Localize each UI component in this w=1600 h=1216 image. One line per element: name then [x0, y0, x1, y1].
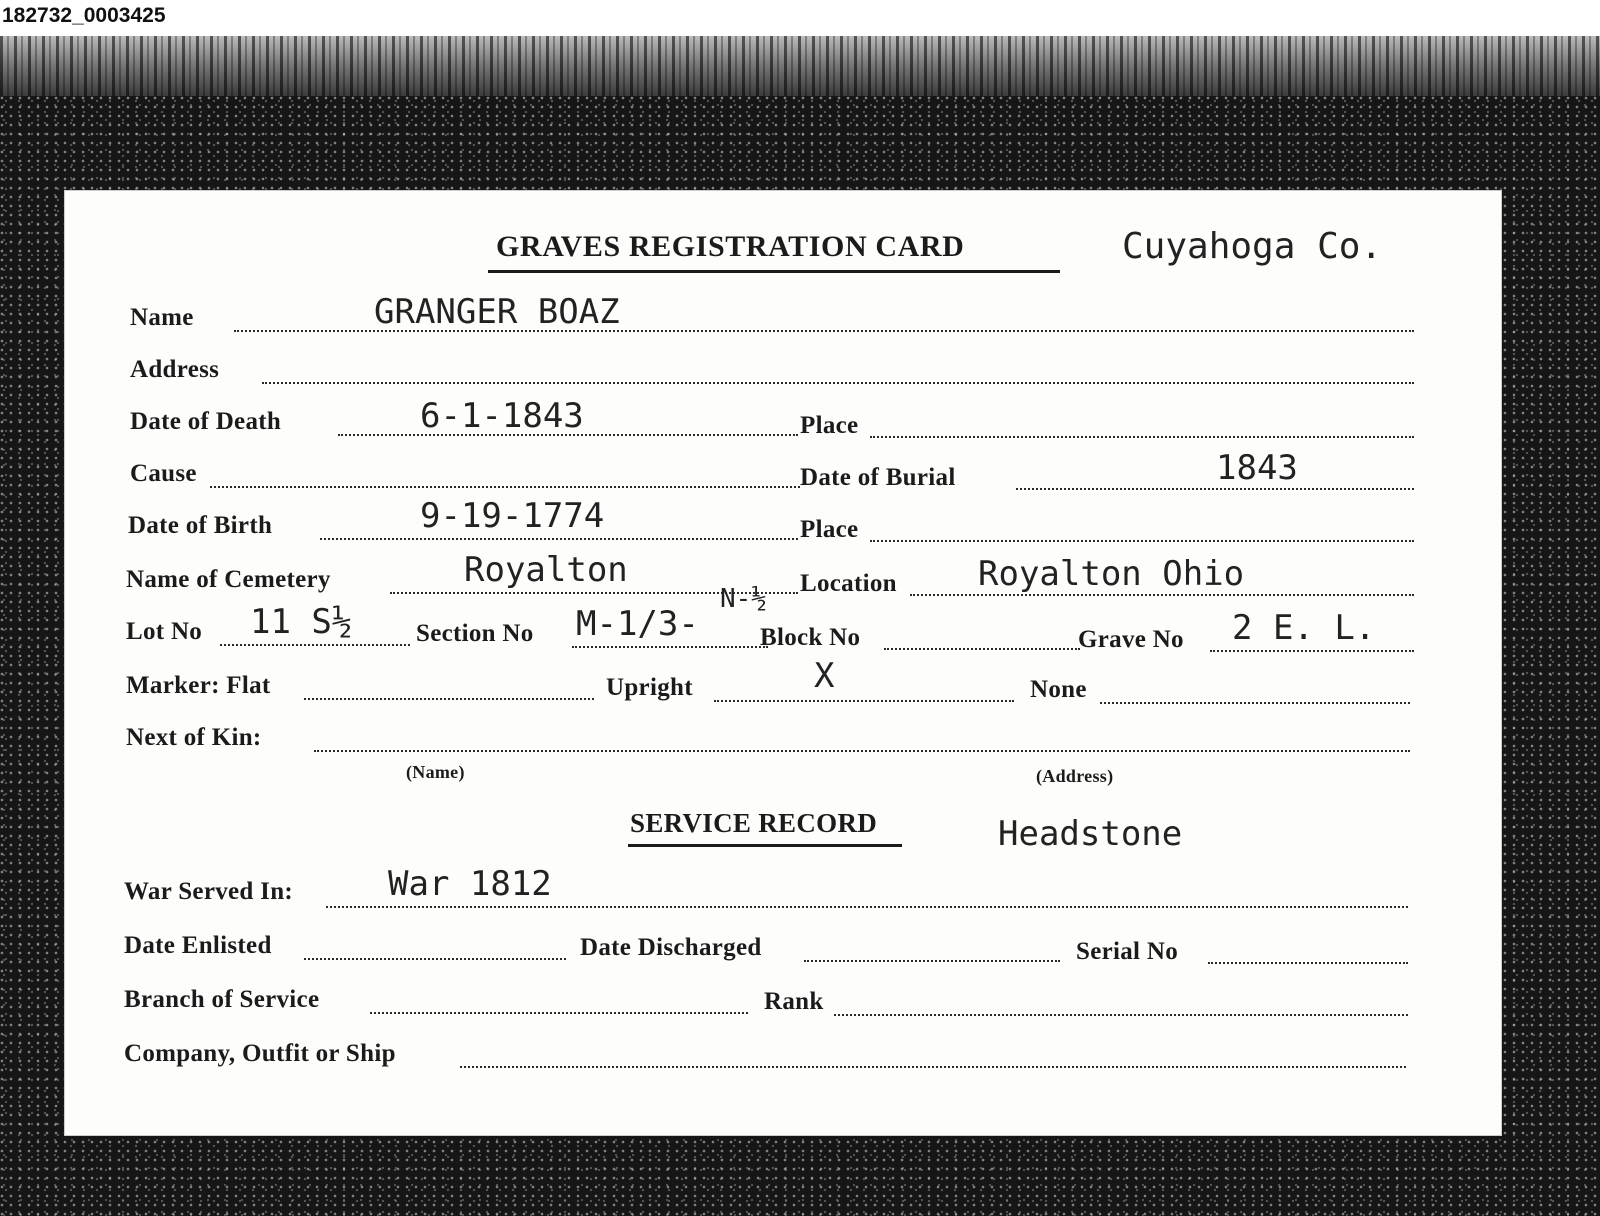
next-of-kin-label: Next of Kin:: [126, 724, 262, 751]
grave-no-line: [1210, 650, 1414, 652]
cause-label: Cause: [130, 460, 197, 487]
date-of-burial-label: Date of Burial: [800, 464, 956, 491]
next-of-kin-address-caption: (Address): [1036, 766, 1114, 786]
lot-no-value: 11 S½: [250, 602, 353, 642]
date-of-death-value: 6-1-1843: [420, 396, 584, 436]
date-of-death-label: Date of Death: [130, 408, 282, 435]
none-label: None: [1030, 676, 1087, 703]
lot-no-line: [220, 644, 410, 646]
war-served-label: War Served In:: [124, 878, 294, 905]
none-line: [1100, 702, 1410, 704]
lot-no-label: Lot No: [126, 618, 203, 645]
location-label: Location: [800, 570, 897, 597]
rank-line: [834, 1014, 1408, 1016]
block-no-line: [884, 648, 1080, 650]
death-place-label: Place: [800, 412, 859, 439]
upright-label: Upright: [606, 674, 693, 701]
rank-label: Rank: [764, 988, 824, 1015]
cause-line: [210, 486, 800, 488]
section-no-line: [572, 646, 768, 648]
grave-no-value: 2 E. L.: [1232, 608, 1376, 648]
company-line: [460, 1066, 1406, 1068]
grave-no-label: Grave No: [1078, 626, 1184, 653]
date-discharged-label: Date Discharged: [580, 934, 762, 961]
date-of-birth-value: 9-19-1774: [420, 496, 605, 536]
serial-no-label: Serial No: [1076, 938, 1178, 965]
cemetery-value: Royalton: [464, 550, 628, 590]
war-served-value: War 1812: [388, 864, 552, 904]
date-of-burial-line: [1016, 488, 1414, 490]
name-value: GRANGER BOAZ: [374, 292, 620, 332]
company-label: Company, Outfit or Ship: [124, 1040, 396, 1067]
address-label: Address: [130, 356, 220, 383]
date-enlisted-label: Date Enlisted: [124, 932, 272, 959]
serial-no-line: [1208, 962, 1408, 964]
birth-place-label: Place: [800, 516, 859, 543]
date-of-burial-value: 1843: [1216, 448, 1298, 488]
upright-mark: X: [814, 656, 835, 696]
location-line: [910, 594, 1414, 596]
service-note: Headstone: [998, 814, 1183, 854]
death-place-line: [870, 436, 1414, 438]
name-label: Name: [130, 304, 194, 331]
location-value: Royalton Ohio: [978, 554, 1245, 594]
service-record-underline: [628, 844, 902, 847]
branch-line: [370, 1012, 748, 1014]
block-no-label: Block No: [760, 624, 861, 651]
marker-flat-line: [304, 698, 594, 700]
scan-noise-strip: [0, 36, 1600, 100]
address-line: [262, 382, 1414, 384]
next-of-kin-name-caption: (Name): [406, 762, 465, 782]
birth-place-line: [870, 540, 1414, 542]
cemetery-label: Name of Cemetery: [126, 566, 331, 593]
title-underline: [488, 270, 1060, 273]
date-of-birth-line: [320, 538, 798, 540]
branch-label: Branch of Service: [124, 986, 320, 1013]
section-no-label: Section No: [416, 620, 534, 647]
next-of-kin-line: [314, 750, 1410, 752]
county: Cuyahoga Co.: [1122, 226, 1383, 267]
service-record-heading: SERVICE RECORD: [630, 808, 878, 838]
section-no-superscript: N-½: [720, 584, 767, 614]
section-no-value: M-1/3-: [576, 604, 699, 644]
upright-line: [714, 700, 1014, 702]
date-of-birth-label: Date of Birth: [128, 512, 273, 539]
graves-registration-card: [64, 190, 1502, 1136]
marker-flat-label: Marker: Flat: [126, 672, 271, 699]
date-discharged-line: [804, 960, 1060, 962]
card-title: GRAVES REGISTRATION CARD: [496, 230, 965, 263]
image-id: 182732_0003425: [2, 4, 166, 27]
date-enlisted-line: [304, 958, 566, 960]
war-served-line: [326, 906, 1408, 908]
